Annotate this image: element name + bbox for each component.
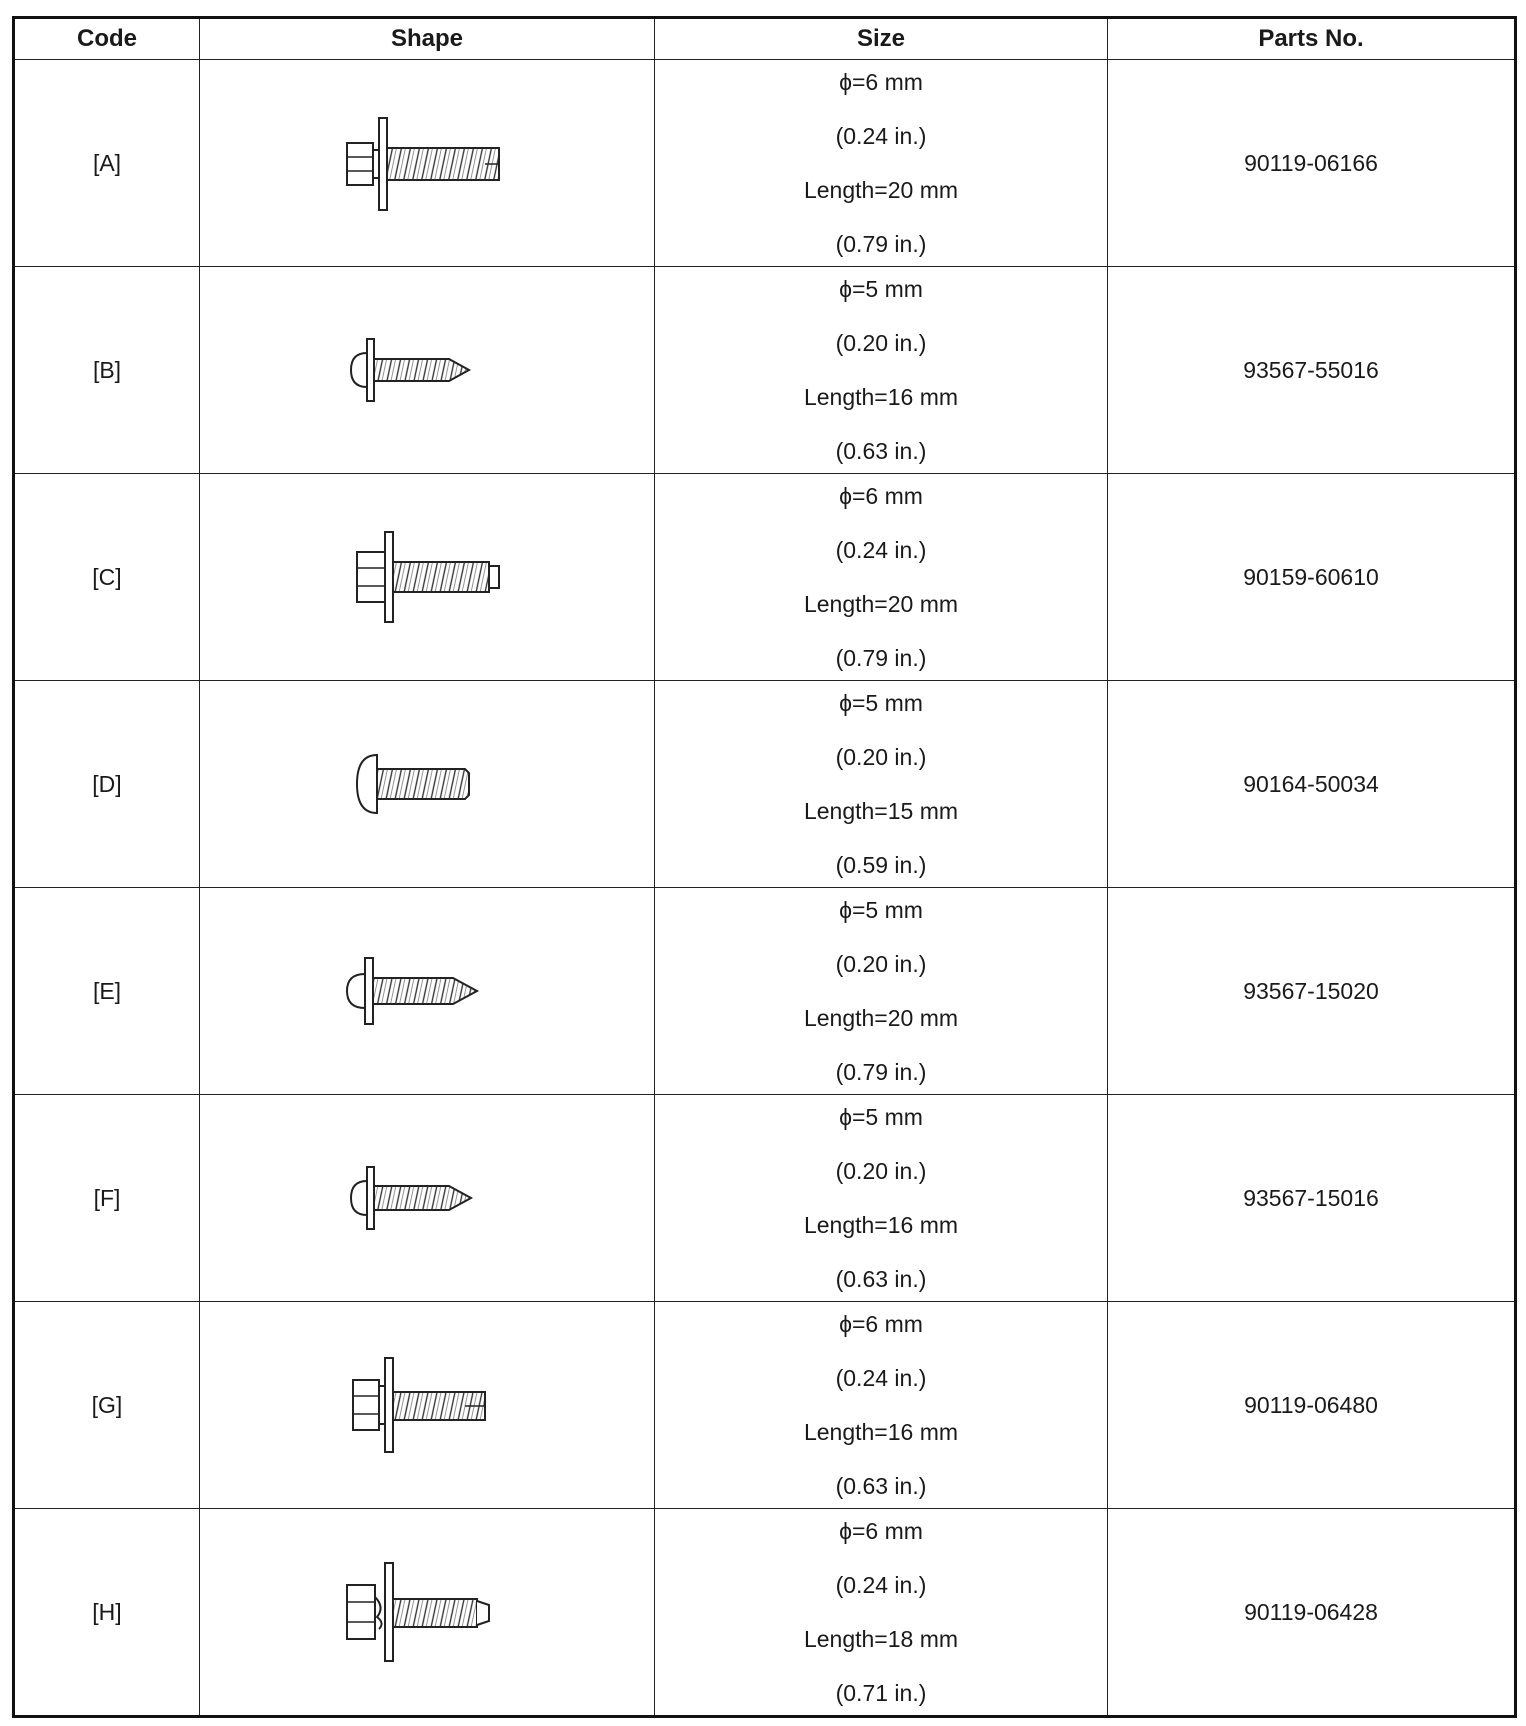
length-in: (0.79 in.) bbox=[835, 231, 927, 257]
diameter-mm: ϕ=6 mm bbox=[839, 69, 923, 95]
shape-cell bbox=[200, 1302, 655, 1509]
header-parts-no: Parts No. bbox=[1108, 18, 1516, 60]
table-row bbox=[14, 1095, 1516, 1302]
length-mm: Length=16 mm bbox=[803, 1212, 959, 1238]
size-cell bbox=[655, 888, 1108, 1095]
table-row bbox=[14, 474, 1516, 681]
code-cell: [D] bbox=[14, 681, 200, 888]
hex-flange-bolt-icon bbox=[327, 522, 527, 632]
length-in: (0.63 in.) bbox=[835, 1266, 927, 1292]
length-in: (0.71 in.) bbox=[835, 1680, 927, 1706]
size-cell bbox=[655, 1302, 1108, 1509]
size-cell bbox=[655, 60, 1108, 267]
diameter-in: (0.24 in.) bbox=[835, 123, 927, 149]
shape-cell bbox=[200, 267, 655, 474]
size-cell bbox=[655, 474, 1108, 681]
hex-flange-bolt-long-icon bbox=[327, 108, 527, 218]
washer-head-tapping-screw-icon bbox=[327, 936, 527, 1046]
shape-cell bbox=[200, 888, 655, 1095]
length-mm: Length=20 mm bbox=[803, 177, 959, 203]
header-shape: Shape bbox=[200, 18, 655, 60]
length-in: (0.63 in.) bbox=[835, 1473, 927, 1499]
hex-washer-bolt-icon bbox=[327, 1350, 527, 1460]
diameter-in: (0.20 in.) bbox=[835, 1158, 927, 1184]
length-mm: Length=16 mm bbox=[803, 384, 959, 410]
code-cell: [G] bbox=[14, 1302, 200, 1509]
diameter-in: (0.20 in.) bbox=[835, 951, 927, 977]
table-row bbox=[14, 267, 1516, 474]
table-row bbox=[14, 681, 1516, 888]
pan-head-screw-icon bbox=[327, 729, 527, 839]
diameter-mm: ϕ=6 mm bbox=[839, 1518, 923, 1544]
part-number-cell: 93567-15020 bbox=[1108, 888, 1516, 1095]
length-mm: Length=15 mm bbox=[803, 798, 959, 824]
code-cell: [A] bbox=[14, 60, 200, 267]
diameter-mm: ϕ=5 mm bbox=[839, 276, 923, 302]
table-row bbox=[14, 1509, 1516, 1717]
part-number-cell: 90119-06166 bbox=[1108, 60, 1516, 267]
length-in: (0.79 in.) bbox=[835, 1059, 927, 1085]
code-cell: [H] bbox=[14, 1509, 200, 1717]
part-number-cell: 90159-60610 bbox=[1108, 474, 1516, 681]
size-cell bbox=[655, 681, 1108, 888]
pan-head-tapping-screw-icon bbox=[327, 315, 527, 425]
part-number-cell: 90119-06480 bbox=[1108, 1302, 1516, 1509]
code-cell: [C] bbox=[14, 474, 200, 681]
code-cell: [B] bbox=[14, 267, 200, 474]
diameter-in: (0.24 in.) bbox=[835, 1365, 927, 1391]
length-in: (0.63 in.) bbox=[835, 438, 927, 464]
diameter-in: (0.20 in.) bbox=[835, 330, 927, 356]
table-row bbox=[14, 1302, 1516, 1509]
diameter-mm: ϕ=6 mm bbox=[839, 1311, 923, 1337]
header-size: Size bbox=[655, 18, 1108, 60]
length-in: (0.59 in.) bbox=[835, 852, 927, 878]
length-mm: Length=18 mm bbox=[803, 1626, 959, 1652]
part-number-cell: 93567-55016 bbox=[1108, 267, 1516, 474]
part-number-cell: 90119-06428 bbox=[1108, 1509, 1516, 1717]
shape-cell bbox=[200, 1509, 655, 1717]
header-row bbox=[14, 18, 1516, 60]
length-mm: Length=16 mm bbox=[803, 1419, 959, 1445]
diameter-in: (0.20 in.) bbox=[835, 744, 927, 770]
code-cell: [F] bbox=[14, 1095, 200, 1302]
hex-bolt-spring-washer-icon bbox=[327, 1557, 527, 1667]
length-in: (0.79 in.) bbox=[835, 645, 927, 671]
size-cell bbox=[655, 267, 1108, 474]
shape-cell bbox=[200, 60, 655, 267]
table-row bbox=[14, 60, 1516, 267]
diameter-mm: ϕ=6 mm bbox=[839, 483, 923, 509]
header-code: Code bbox=[14, 18, 200, 60]
fastener-table bbox=[12, 16, 1517, 1718]
size-cell bbox=[655, 1095, 1108, 1302]
table-row bbox=[14, 888, 1516, 1095]
part-number-cell: 93567-15016 bbox=[1108, 1095, 1516, 1302]
code-cell: [E] bbox=[14, 888, 200, 1095]
diameter-mm: ϕ=5 mm bbox=[839, 1104, 923, 1130]
diameter-mm: ϕ=5 mm bbox=[839, 690, 923, 716]
part-number-cell: 90164-50034 bbox=[1108, 681, 1516, 888]
shape-cell bbox=[200, 474, 655, 681]
diameter-in: (0.24 in.) bbox=[835, 537, 927, 563]
washer-head-tapping-screw-short-icon bbox=[327, 1143, 527, 1253]
shape-cell bbox=[200, 681, 655, 888]
length-mm: Length=20 mm bbox=[803, 1005, 959, 1031]
diameter-in: (0.24 in.) bbox=[835, 1572, 927, 1598]
diameter-mm: ϕ=5 mm bbox=[839, 897, 923, 923]
length-mm: Length=20 mm bbox=[803, 591, 959, 617]
shape-cell bbox=[200, 1095, 655, 1302]
size-cell bbox=[655, 1509, 1108, 1717]
